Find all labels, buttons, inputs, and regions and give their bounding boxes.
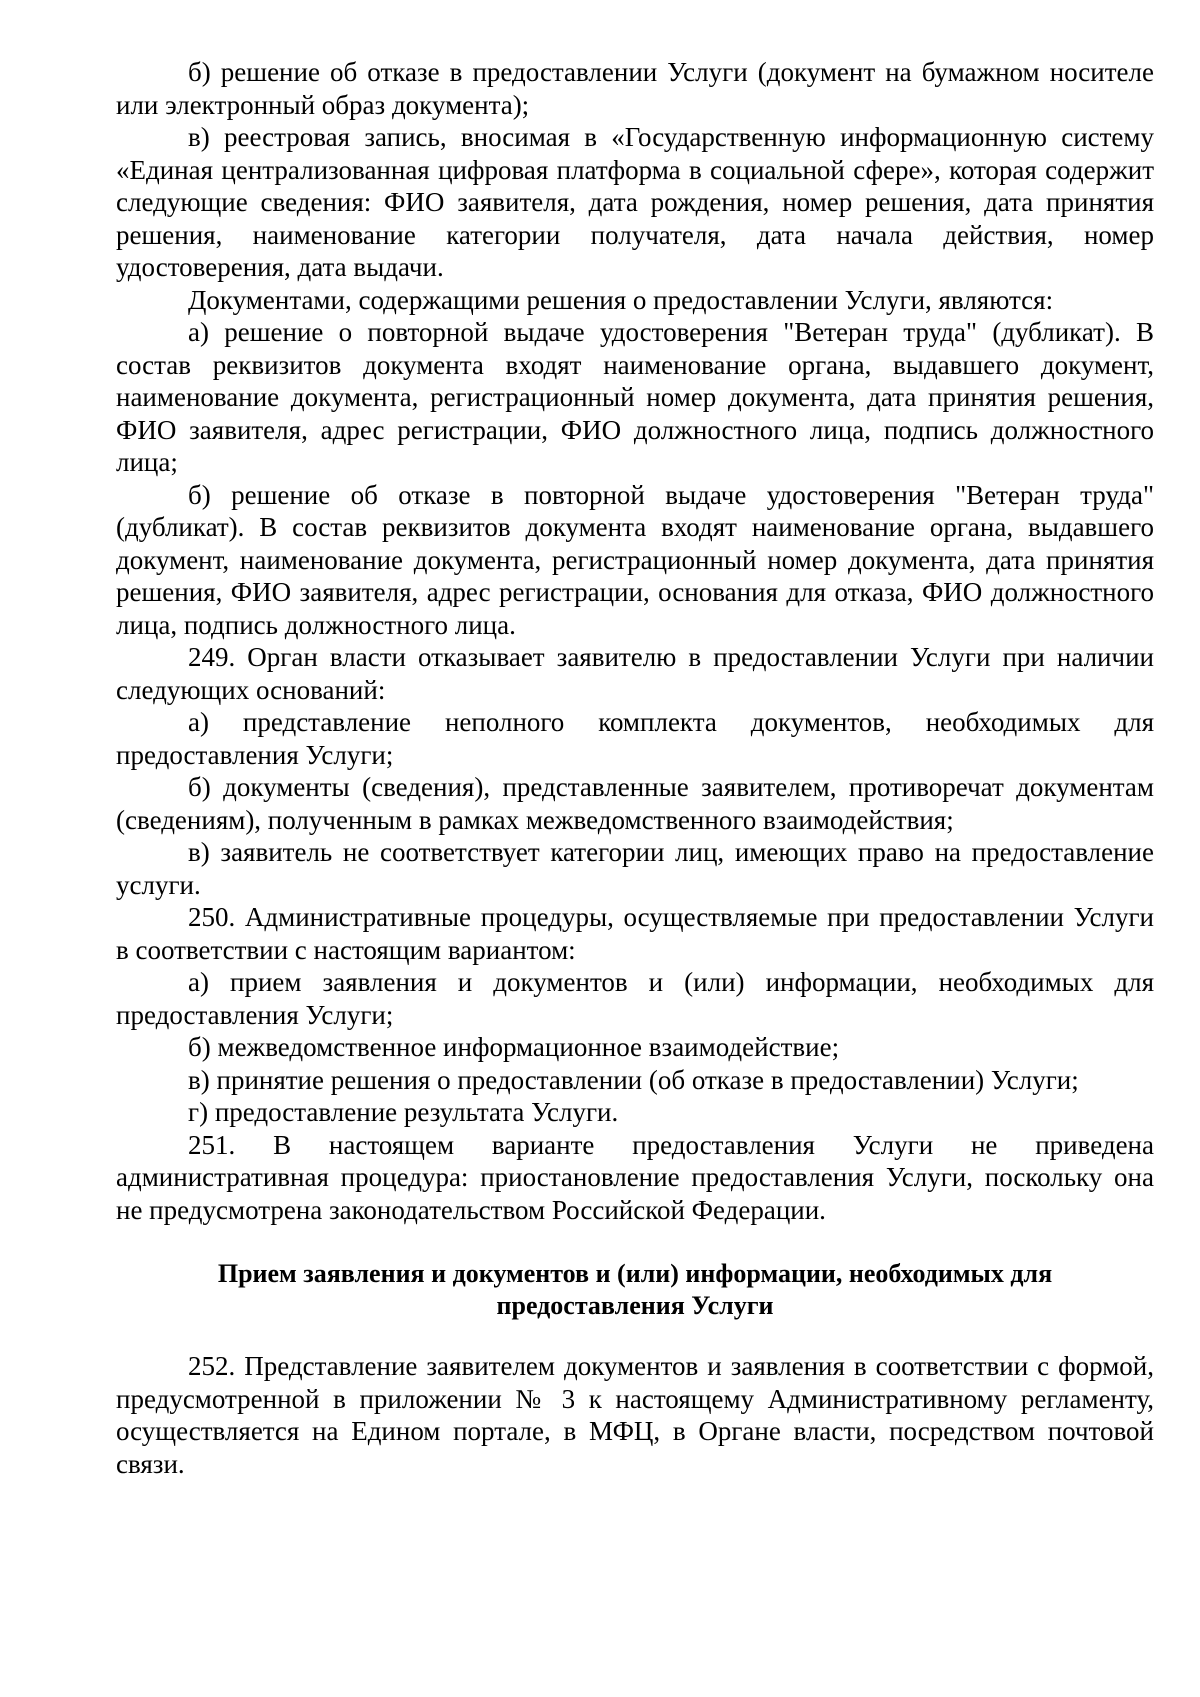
paragraph-a-duplicate-decision: а) решение о повторной выдаче удостоверения "Ветеран труда" (дубликат). В состав реквизитов документа входят наименование органа, выдавшего документ, наименование документа, регистрационный номер документа, дата принятия решения, ФИО заявителя, адрес регистрации, ФИО должностного лица, подпись должностного лица; [116, 317, 1154, 477]
paragraph-251: 251. В настоящем варианте предоставления Услуги не приведена административная процедура: приостановление предоставления Услуги, поскольку она не предусмотрена законодательством Российской Федерации. [116, 1129, 1154, 1225]
paragraph-v-registry-record: в) реестровая запись, вносимая в «Государственную информационную систему «Единая централизованная цифровая платформа в социальной сфере», которая содержит следующие сведения: ФИО заявителя, дата рождения, номер решения, дата принятия решения, наименование категории получателя, дата начала действия, номер удостоверения, дата выдачи. [116, 122, 1154, 282]
paragraph-250-v: в) принятие решения о предоставлении (об отказе в предоставлении) Услуги; [188, 1064, 1079, 1095]
paragraph-250-b: б) межведомственное информационное взаимодействие; [188, 1032, 840, 1062]
paragraph-b-duplicate-refusal: б) решение об отказе в повторной выдаче удостоверения "Ветеран труда" (дубликат). В состав реквизитов документа входят наименование органа, выдавшего документ, наименование документа, регистрационный номер документа, дата принятия решения, ФИО заявителя, адрес регистрации, основания для отказа, ФИО должностного лица, подпись должностного лица. [116, 479, 1154, 640]
paragraph-b-refusal-decision: б) решение об отказе в предоставлении Услуги (документ на бумажном носителе или электронный образ документа); [116, 57, 1154, 120]
paragraph-249-v: в) заявитель не соответствует категории лиц, имеющих право на предоставление услуги. [116, 837, 1154, 900]
paragraph-250-a: а) прием заявления и документов и (или) информации, необходимых для предоставления Услуги; [116, 967, 1154, 1030]
paragraph-252: 252. Представление заявителем документов и заявления в соответствии с формой, предусмотренной в приложении № 3 к настоящему Административному регламенту, осуществляется на Едином портале, в МФЦ, в Органе власти, посредством почтовой связи. [116, 1351, 1154, 1479]
paragraph-249: 249. Орган власти отказывает заявителю в предоставлении Услуги при наличии следующих оснований: [116, 642, 1154, 705]
document-page [116, 56, 1154, 1480]
paragraph-250-g: г) предоставление результата Услуги. [188, 1097, 619, 1127]
paragraph-249-b: б) документы (сведения), представленные заявителем, противоречат документам (сведениям), полученным в рамках межведомственного взаимодействия; [116, 772, 1154, 835]
paragraph-249-a: а) представление неполного комплекта документов, необходимых для предоставления Услуги; [116, 707, 1154, 770]
paragraph-250: 250. Административные процедуры, осуществляемые при предоставлении Услуги в соответствии с настоящим вариантом: [116, 902, 1154, 965]
paragraph-decision-documents-intro: Документами, содержащими решения о предоставлении Услуги, являются: [188, 284, 1054, 315]
section-heading: Прием заявления и документов и (или) информации, необходимых для предоставления Услуги [217, 1259, 1053, 1320]
